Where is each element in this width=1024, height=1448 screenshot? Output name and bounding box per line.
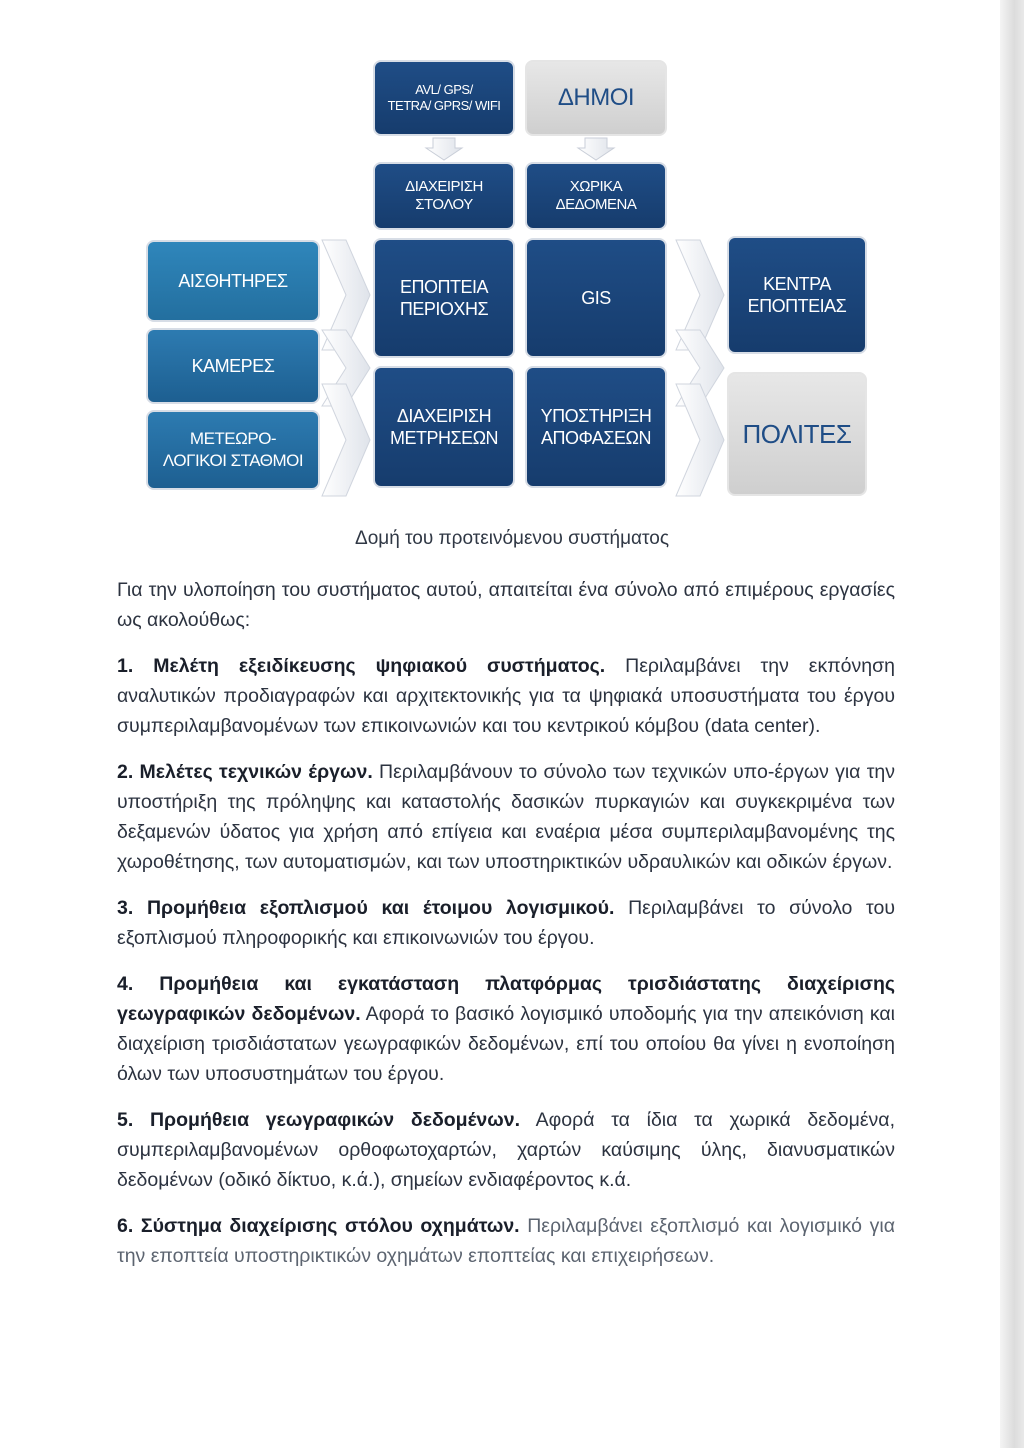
item-text: Περιλαμβάνει το σύνολο του εξοπλισμού πληροφορικής και επικοινωνιών του έργου. xyxy=(117,897,895,949)
chevron-right-icon xyxy=(676,384,724,496)
system-structure-diagram xyxy=(0,0,1024,500)
item-text: Περιλαμβάνει εξοπλισμό και λογισμικό για την εποπτεία υποστηρικτικών οχημάτων εποπτείας και επιχειρήσεων. xyxy=(117,1215,895,1267)
box-fleet-management: ΔΙΑΧΕΙΡΙΣΗ ΣΤΟΛΟΥ xyxy=(373,162,515,230)
item-text: Αφορά το βασικό λογισμικό υποδομής για την απεικόνιση και διαχείριση τρισδιάστατων γεωγραφικών δεδομένων, επί του οποίου θα γίνει η ενοποίηση όλων των υποσυστημάτων του έργου. xyxy=(117,1003,895,1085)
box-spatial-data: ΧΩΡΙΚΑ ΔΕΔΟΜΕΝΑ xyxy=(525,162,667,230)
box-decision-support: ΥΠΟΣΤΗΡΙΞΗ ΑΠΟΦΑΣΕΩΝ xyxy=(525,366,667,488)
item-text: Αφορά τα ίδια τα χωρικά δεδομένα, συμπεριλαμβανομένων ορθοφωτοχαρτών, χαρτών καύσιμης ύλης, διανυσματικών δεδομένων (οδικό δίκτυο, κ.ά.), σημείων ενδιαφέροντος κ.ά. xyxy=(117,1109,895,1191)
item-text: Περιλαμβάνουν το σύνολο των τεχνικών υπο-έργων για την υποστήριξη της πρόληψης και καταστολής δασικών πυρκαγιών και συγκεκριμένα των δεξαμενών ύδατος για χρήση από επίγεια και εναέρια μέσα συμπεριλαμβανομένης της χωροθέτησης, των αυτοματισμών, και των υποστηρικτικών υδραυλικών και οδικών έργων. xyxy=(117,761,896,873)
chevron-right-icon xyxy=(322,384,370,496)
item-text: Περιλαμβάνει την εκπόνηση αναλυτικών προδιαγραφών και αρχιτεκτονικής για τα ψηφιακά υποσυστήματα του έργου συμπεριλαμβανομένων των επικοινωνιών και του κεντρικού κόμβου (data center). xyxy=(117,655,895,737)
list-item xyxy=(117,757,895,877)
box-sensors: ΑΙΣΘΗΤΗΡΕΣ xyxy=(146,240,320,322)
box-avl-gps: AVL/ GPS/ TETRA/ GPRS/ WIFI xyxy=(373,60,515,136)
arrow-down-icon xyxy=(578,138,614,160)
box-meteo-stations: ΜΕΤΕΩΡΟ- ΛΟΓΙΚΟΙ ΣΤΑΘΜΟΙ xyxy=(146,410,320,490)
box-measurements-management: ΔΙΑΧΕΙΡΙΣΗ ΜΕΤΡΗΣΕΩΝ xyxy=(373,366,515,488)
list-item xyxy=(117,651,895,741)
item-title: 3. Προμήθεια εξοπλισμού και έτοιμου λογισμικού. xyxy=(117,897,615,919)
item-title: 2. Μελέτες τεχνικών έργων. xyxy=(117,761,373,783)
diagram-caption: Δομή του προτεινόμενου συστήματος xyxy=(355,528,669,549)
list-item xyxy=(117,1211,895,1271)
item-title: 1. Μελέτη εξειδίκευσης ψηφιακού συστήματος. xyxy=(117,655,606,677)
item-title: 4. Προμήθεια και εγκατάσταση πλατφόρμας τρισδιάστατης διαχείρισης γεωγραφικών δεδομένων. xyxy=(117,973,895,1025)
item-title: 5. Προμήθεια γεωγραφικών δεδομένων. xyxy=(117,1109,520,1131)
box-control-centers: ΚΕΝΤΡΑ ΕΠΟΠΤΕΙΑΣ xyxy=(727,236,867,354)
intro-paragraph: Για την υλοποίηση του συστήματος αυτού, απαιτείται ένα σύνολο από επιμέρους εργασίες ως ακολούθως: xyxy=(117,579,895,631)
box-municipalities: ΔΗΜΟΙ xyxy=(525,60,667,136)
item-title: 6. Σύστημα διαχείρισης στόλου οχημάτων. xyxy=(117,1215,520,1237)
list-item xyxy=(117,893,895,953)
arrow-down-icon xyxy=(426,138,462,160)
box-area-monitoring: ΕΠΟΠΤΕΙΑ ΠΕΡΙΟΧΗΣ xyxy=(373,238,515,358)
document-body xyxy=(117,575,895,1287)
box-gis: GIS xyxy=(525,238,667,358)
list-item xyxy=(117,1105,895,1195)
list-item xyxy=(117,969,895,1089)
box-citizens: ΠΟΛΙΤΕΣ xyxy=(727,372,867,496)
box-cameras: ΚΑΜΕΡΕΣ xyxy=(146,328,320,404)
